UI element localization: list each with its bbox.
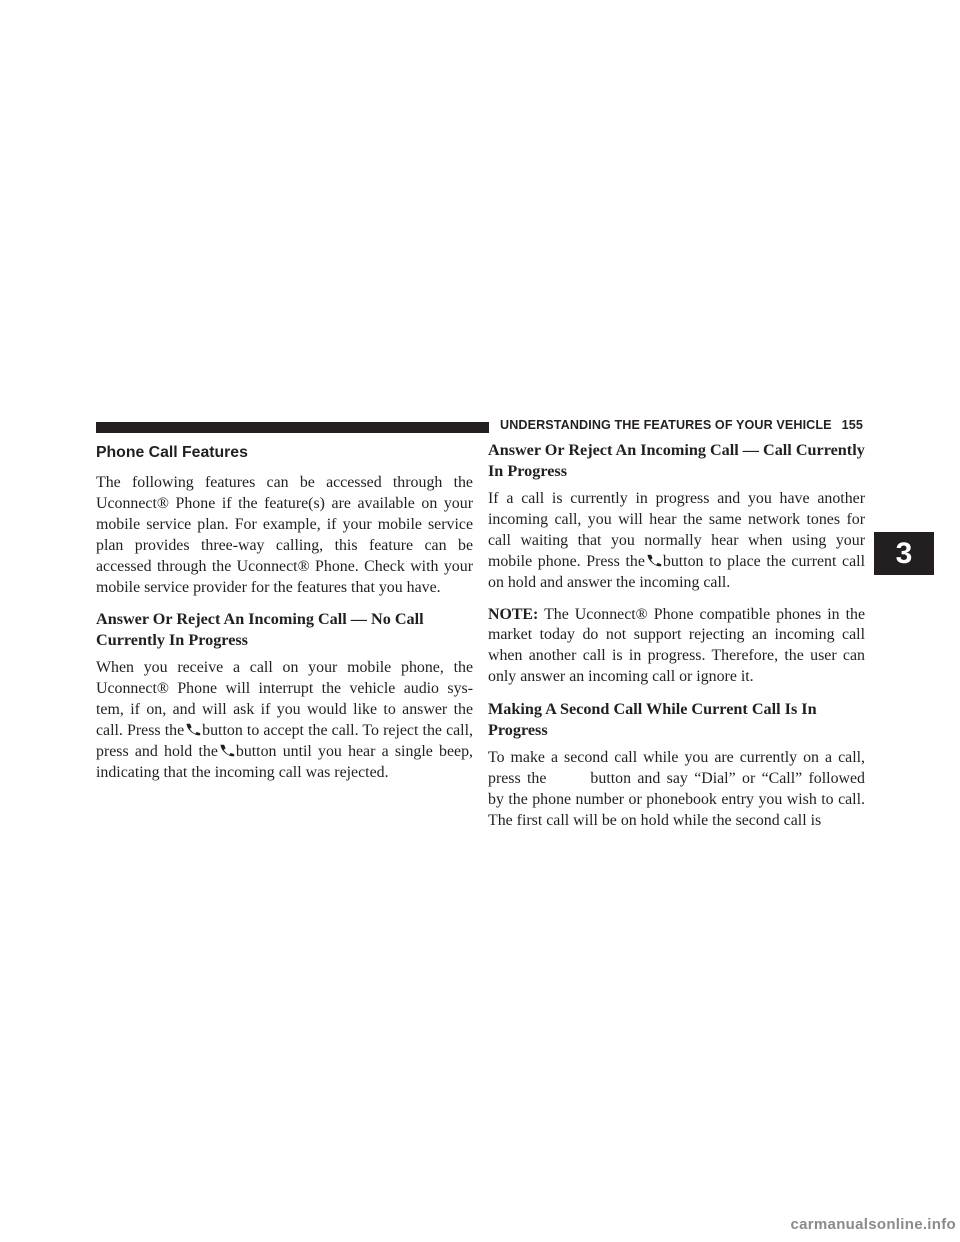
right-column [488, 440, 865, 832]
section-title: Phone Call Features [96, 444, 248, 461]
voice-command-icon [546, 770, 590, 783]
phone-icon [184, 723, 202, 736]
running-header [500, 418, 863, 432]
subsection-title-second-call: Making A Second Call While Current Call Is In Progress [488, 700, 817, 739]
header-title: UNDERSTANDING THE FEATURES OF YOUR VEHICLE [500, 418, 832, 432]
watermark: carmanualsonline.info [790, 1216, 956, 1233]
note-label: NOTE: [488, 605, 539, 623]
left-column [96, 440, 473, 784]
phone-icon [645, 554, 663, 567]
header-rule [96, 422, 489, 433]
intro-paragraph: The following features can be accessed through the Uconnect® Phone if the feature(s) are available on your mobile service plan. For example, if your mobile service plan provides three-way calling, this feature can be accessed through the Uconnect® Phone. Check with your mobile service provider for the features that you have. [96, 474, 473, 596]
paragraph-second-call: To make a second call while you are currently on a call, press the button and say “Dial” or “Call” followed by the phone number or phonebook entry you wish to call. The first call will be on hold while the second call is [488, 749, 865, 829]
page-number: 155 [841, 418, 863, 432]
note-paragraph: NOTE: The Uconnect® Phone compatible phones in the market today do not support rejecting an incoming call when another call is in progress. Therefore, the user can only answer an incoming call or ignore it. [488, 605, 865, 686]
paragraph-no-call: When you receive a call on your mobile phone, the Uconnect® Phone will interrupt the vehicle audio sys- tem, if on, and will ask if you would like to answer the call. Press the button to accept the call. To reject the call, press and hold the button until you hear a single beep, indicating that the incoming call was rejected. [96, 659, 473, 781]
chapter-tab: 3 [874, 532, 934, 575]
phone-icon [218, 744, 236, 757]
subsection-title-call-in-progress: Answer Or Reject An Incoming Call — Call Currently In Progress [488, 441, 865, 480]
paragraph-call-in-progress: If a call is currently in progress and you have another incoming call, you will hear the same network tones for call waiting that you normally hear when using your mobile phone. Press the button to place the current call on hold and answer the incoming call. [488, 490, 865, 591]
subsection-title-no-call: Answer Or Reject An Incoming Call — No Call Currently In Progress [96, 610, 424, 649]
